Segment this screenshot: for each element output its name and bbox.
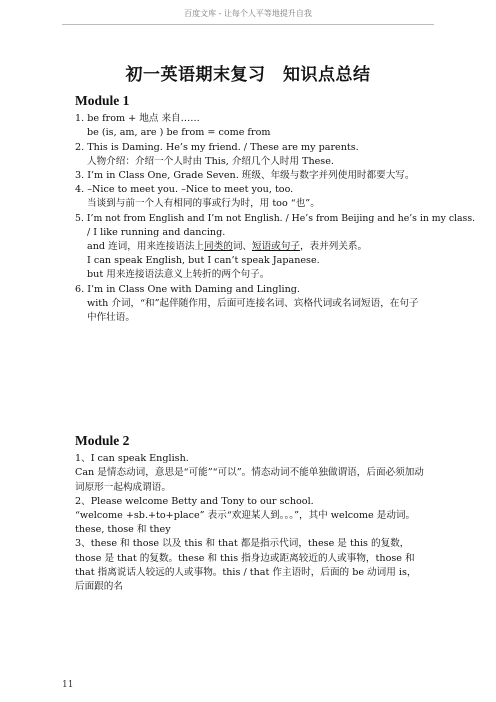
module1-line: 5. I’m not from English and I’m not English. / He’s from Beijing and he’s in my class. — [75, 212, 476, 224]
and-sep: 词、 — [232, 241, 252, 253]
module2-line: 1、I can speak English. — [75, 453, 189, 465]
module2-line: 2、Please welcome Betty and Tony to our school. — [75, 495, 314, 507]
module2-line: “welcome +sb.+to+place” 表示“欢迎某人到。。。”，其中 welcome 是动词。 — [75, 510, 416, 522]
and-same-kind: 同类的 — [204, 241, 233, 253]
header-divider — [62, 24, 434, 25]
page-header: 百度文库 - 让每个人平等地提升自我 — [184, 9, 312, 18]
module1-line: 人物介绍：介绍一个人时由 This, 介绍几个人时用 These. — [87, 155, 334, 167]
module2-line: these, those 和 they — [75, 524, 171, 536]
page-title: 初一英语期末复习 知识点总结 — [125, 65, 371, 85]
module1-line: 当谈到与前一个人有相同的事或行为时，用 too “也”。 — [87, 198, 320, 210]
module1-line: 1. be from + 地点 来自…… — [75, 113, 200, 125]
module2-line: 3、these 和 those 以及 this 和 that 都是指示代词，these 是 this 的复数，those 是 that 的复数。these 和 this 指身边或距离较近的人或事物，those 和 that 指离说话人较远的人或事物。this / that 作主语时，后面的 be 动词用 is，后面跟的名 — [75, 538, 417, 593]
page-number: 11 — [62, 680, 74, 690]
module1-line: I can speak English, but I can’t speak Japanese. — [87, 255, 320, 267]
module1-line: 3. I’m in Class One, Grade Seven. 班级、年级与数字并列使用时都要大写。 — [75, 170, 415, 182]
module1-section — [75, 93, 476, 325]
module1-line: 4. –Nice to meet you. –Nice to meet you, too. — [75, 184, 294, 196]
module2-section — [75, 434, 425, 594]
and-prefix: and 连词，用来连接语法上 — [87, 241, 205, 253]
module2-heading: Module 2 — [75, 433, 130, 448]
module2-line: Can 是情态动词，意思是“可能”“可以”。情态动词不能单独做谓语，后面必须加动词原形一起构成谓语。 — [75, 467, 424, 493]
and-explanation — [75, 240, 425, 254]
and-phrase: 短语或句子 — [252, 241, 300, 253]
module1-line: but 用来连接语法意义上转折的两个句子。 — [87, 269, 270, 281]
and-suffix: ，表并列关系。 — [299, 241, 368, 253]
module1-line: be (is, am, are ) be from = come from — [87, 127, 271, 139]
module1-line: 6. I’m in Class One with Daming and Lingling. — [75, 283, 300, 295]
module1-line: / I like running and dancing. — [87, 226, 226, 238]
module1-line: with 介词，“和”起伴随作用，后面可连接名词、宾格代词或名词短语，在句子中作壮语。 — [87, 297, 419, 324]
module1-line: 2. This is Daming. He’s my friend. / These are my parents. — [75, 141, 359, 153]
module1-heading: Module 1 — [75, 93, 130, 108]
